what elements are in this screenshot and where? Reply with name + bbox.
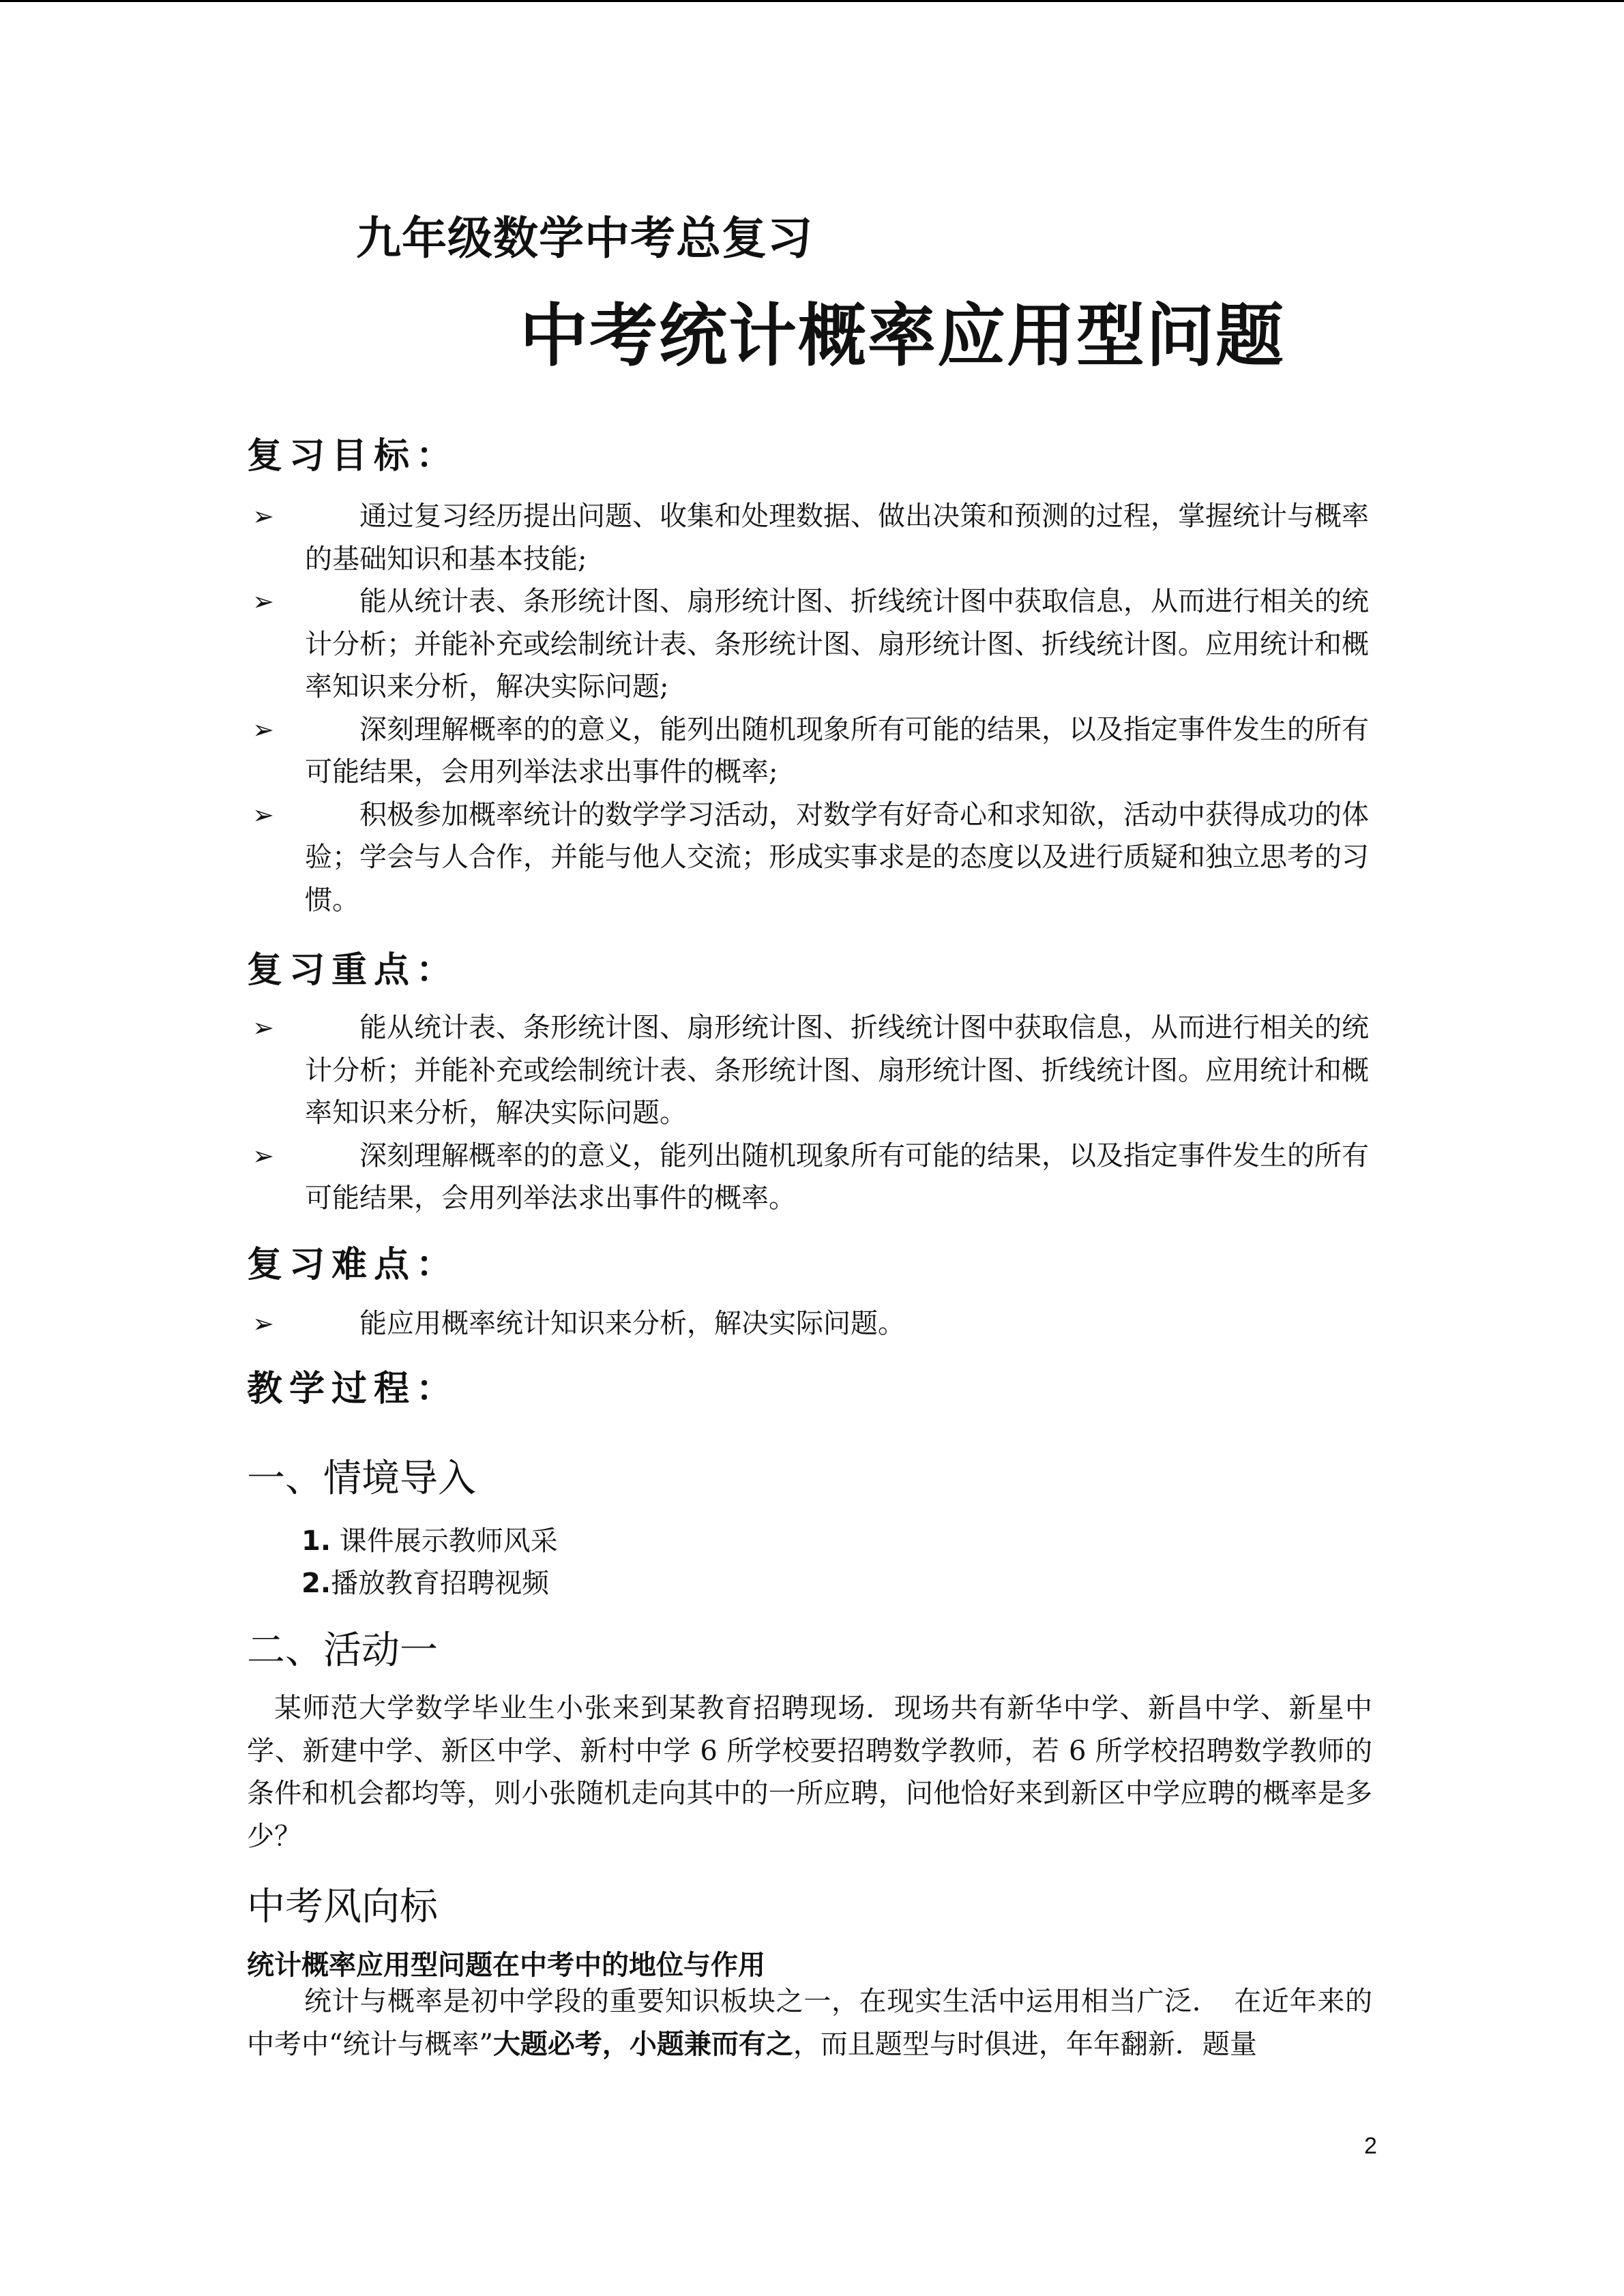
trend-text-b: ，而且题型与时俱进，年年翻新．题量 bbox=[793, 2028, 1257, 2060]
arrow-bullet-icon: ➢ bbox=[252, 1309, 274, 1339]
list-item-text: 深刻理解概率的的意义，能列出随机现象所有可能的结果，以及指定事件发生的所有可能结果，会用列举法求出事件的概率。 bbox=[305, 1139, 1369, 1214]
goals-list bbox=[252, 495, 1371, 921]
list-item-text: 积极参加概率统计的数学学习活动，对数学有好奇心和求知欲，活动中获得成功的体验；学会与人合作，并能与他人交流；形成实事求是的态度以及进行质疑和独立思考的习惯。 bbox=[305, 799, 1369, 916]
trend-paragraph bbox=[247, 1980, 1372, 2066]
list-item-text: 深刻理解概率的的意义，能列出随机现象所有可能的结果，以及指定事件发生的所有可能结果，会用列举法求出事件的概率; bbox=[305, 713, 1369, 788]
keypoints-list bbox=[252, 1007, 1371, 1220]
page-number: 2 bbox=[1364, 2133, 1377, 2159]
difficulties-list bbox=[252, 1302, 1371, 1345]
document-subtitle: 九年级数学中考总复习 bbox=[356, 212, 813, 265]
process-heading: 教学过程： bbox=[247, 1368, 459, 1410]
list-item bbox=[252, 1135, 1371, 1220]
list-item-text: 能从统计表、条形统计图、扇形统计图、折线统计图中获取信息，从而进行相关的统计分析；并能补充或绘制统计表、条形统计图、扇形统计图、折线统计图。应用统计和概率知识来分析，解决实际问题; bbox=[305, 586, 1369, 702]
section-intro-title: 一、情境导入 bbox=[247, 1457, 476, 1501]
arrow-bullet-icon: ➢ bbox=[252, 501, 274, 531]
goals-heading: 复习目标： bbox=[247, 435, 459, 477]
list-item-text: 通过复习经历提出问题、收集和处理数据、做出决策和预测的过程，掌握统计与概率的基础知识和基本技能; bbox=[305, 501, 1369, 575]
document-title: 中考统计概率应用型问题 bbox=[520, 296, 1285, 376]
top-border-line bbox=[0, 0, 1624, 2]
item-text: 课件展示教师风采 bbox=[339, 1525, 558, 1557]
trend-subheading: 统计概率应用型问题在中考中的地位与作用 bbox=[247, 1950, 765, 1981]
numbered-item bbox=[301, 1562, 549, 1600]
list-item bbox=[252, 1007, 1371, 1135]
arrow-bullet-icon: ➢ bbox=[252, 586, 274, 616]
list-item bbox=[252, 1302, 1371, 1345]
arrow-bullet-icon: ➢ bbox=[252, 1140, 274, 1171]
list-item bbox=[252, 709, 1371, 794]
arrow-bullet-icon: ➢ bbox=[252, 799, 274, 830]
arrow-bullet-icon: ➢ bbox=[252, 714, 274, 745]
list-item-text: 能从统计表、条形统计图、扇形统计图、折线统计图中获取信息，从而进行相关的统计分析；并能补充或绘制统计表、条形统计图、扇形统计图、折线统计图。应用统计和概率知识来分析，解决实际问题。 bbox=[305, 1012, 1369, 1129]
difficulties-heading: 复习难点： bbox=[247, 1244, 459, 1285]
activity-paragraph: 某师范大学数学毕业生小张来到某教育招聘现场．现场共有新华中学、新昌中学、新星中学、新建中学、新区中学、新村中学 6 所学校要招聘数学教师，若 6 所学校招聘数学教师的条件和机会都均等，则小张随机走向其中的一所应聘，问他恰好来到新区中学应聘的概率是多少？ bbox=[247, 1693, 1372, 1852]
list-item bbox=[252, 495, 1371, 580]
section-activity-title: 二、活动一 bbox=[247, 1628, 438, 1673]
trend-text-emphasis: 大题必考，小题兼而有之 bbox=[492, 2028, 793, 2060]
item-text: 播放教育招聘视频 bbox=[331, 1568, 550, 1599]
numbered-item bbox=[301, 1519, 558, 1558]
trend-text-a: 统计与概率是初中学段的重要知识板块之一，在现实生活中运用相当广泛． 在近年来的中考中“统计与概率” bbox=[247, 1986, 1372, 2060]
arrow-bullet-icon: ➢ bbox=[252, 1013, 274, 1043]
list-item bbox=[252, 794, 1371, 922]
item-number: 1. bbox=[301, 1525, 331, 1557]
keypoints-heading: 复习重点： bbox=[247, 949, 459, 991]
item-number: 2. bbox=[301, 1568, 331, 1599]
list-item bbox=[252, 580, 1371, 709]
list-item-text: 能应用概率统计知识来分析，解决实际问题。 bbox=[359, 1308, 905, 1339]
trend-title: 中考风向标 bbox=[247, 1885, 438, 1929]
